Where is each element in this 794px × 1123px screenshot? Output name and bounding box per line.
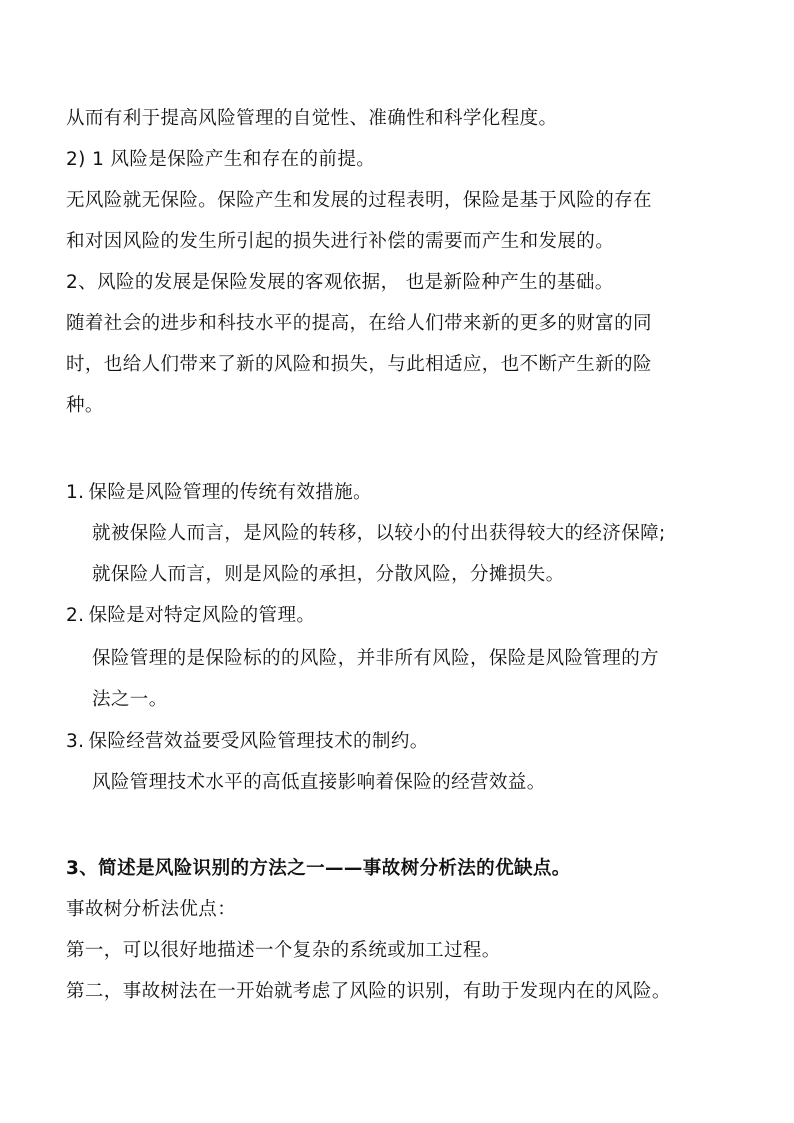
list-number: 3. — [66, 731, 85, 752]
point-2-body-line: 随着社会的进步和科技水平的提高，在给人们带来新的更多的财富的同 — [66, 313, 652, 334]
list-number: 1. — [66, 482, 85, 503]
section-3-subtitle: 事故树分析法优点： — [66, 899, 237, 920]
list-heading-text: 保险是对特定风险的管理。 — [88, 605, 316, 626]
section-3-point: 第二，事故树法在一开始就考虑了风险的识别，有助于发现内在的风险。 — [66, 981, 671, 1002]
list-number: 2. — [66, 605, 85, 626]
list-item-body-line: 风险管理技术水平的高低直接影响着保险的经营效益。 — [92, 772, 546, 793]
section-3-point: 第一，可以很好地描述一个复杂的系统或加工过程。 — [66, 940, 501, 961]
list-heading-text: 保险是风险管理的传统有效措施。 — [88, 482, 372, 503]
list-item-heading — [66, 729, 736, 755]
list-item-body-line: 就被保险人而言，是风险的转移，以较小的付出获得较大的经济保障; — [92, 523, 666, 544]
point-2-heading: 2、风险的发展是保险发展的客观依据， 也是新险种产生的基础。 — [66, 272, 614, 293]
point-2-body-line: 时，也给人们带来了新的风险和损失，与此相适应，也不断产生新的险 — [66, 354, 652, 375]
point-1-body-line: 和对因风险的发生所引起的损失进行补偿的需要而产生和发展的。 — [66, 231, 615, 252]
point-1-heading: 2) 1 风险是保险产生和存在的前提。 — [66, 149, 376, 170]
list-item-body-line: 就保险人而言，则是风险的承担，分散风险，分摊损失。 — [92, 564, 565, 585]
point-2-body-line: 种。 — [66, 395, 104, 416]
list-heading-text: 保险经营效益要受风险管理技术的制约。 — [88, 731, 429, 752]
list-item-heading — [66, 603, 736, 629]
list-item-body-line: 保险管理的是保险标的的风险，并非所有风险，保险是风险管理的方 — [92, 648, 660, 669]
paragraph-intro: 从而有利于提高风险管理的自觉性、准确性和科学化程度。 — [66, 108, 558, 129]
list-item-heading — [66, 480, 736, 506]
point-1-body-line: 无风险就无保险。保险产生和发展的过程表明，保险是基于风险的存在 — [66, 190, 652, 211]
list-item-body-line: 法之一。 — [92, 689, 168, 710]
section-3-title: 3、简述是风险识别的方法之一——事故树分析法的优缺点。 — [66, 858, 571, 879]
